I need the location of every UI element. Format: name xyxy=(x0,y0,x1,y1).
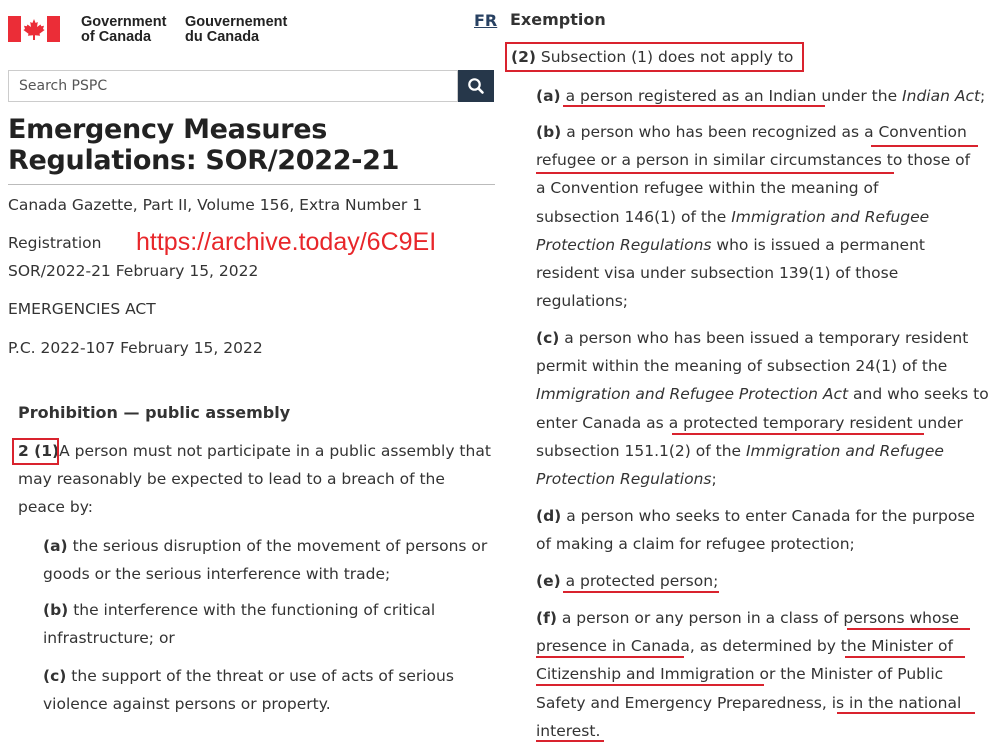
prohibition-item-c xyxy=(43,662,454,718)
item-b-line-2: infrastructure; or xyxy=(43,629,175,648)
item-d-line-2: of making a claim for refugee protection; xyxy=(536,535,855,554)
subsection-number: (2) xyxy=(511,48,536,66)
gazette-reference: Canada Gazette, Part II, Volume 156, Extra Number 1 xyxy=(8,196,423,214)
prohibition-paragraph xyxy=(18,437,491,522)
item-b-line-4: subsection 146(1) of the Immigration and Refugee xyxy=(536,207,930,226)
item-b-line-1: (b) the interference with the functioning of critical xyxy=(43,601,436,619)
item-b-line-5: Protection Regulations who is issued a permanent xyxy=(536,235,925,254)
search-button[interactable] xyxy=(458,70,494,102)
prohibition-line-1: 2 (1)A person must not participate in a public assembly that xyxy=(18,442,491,460)
exemption-item-d xyxy=(536,502,975,558)
item-c-line-4: enter Canada as a protected temporary resident under xyxy=(536,413,963,432)
search-icon xyxy=(458,70,494,102)
search-input[interactable] xyxy=(8,70,458,102)
exemption-intro-highlight-box xyxy=(505,42,804,72)
item-c-line-2: permit within the meaning of subsection 24(1) of the xyxy=(536,357,948,376)
section-number-highlight-box xyxy=(12,438,59,465)
sor-date: SOR/2022-21 February 15, 2022 xyxy=(8,262,259,280)
item-c-line-2: violence against persons or property. xyxy=(43,695,331,714)
item-a-line-2: goods or the serious interference with trade; xyxy=(43,565,391,584)
page-title-line2: Regulations: SOR/2022-21 xyxy=(8,145,400,176)
item-c-line-5: subsection 151.1(2) of the Immigration and Refugee xyxy=(536,441,944,460)
underline-interest xyxy=(536,740,604,742)
item-b-line-3: a Convention refugee within the meaning of xyxy=(536,179,879,198)
registration-label: Registration xyxy=(8,234,102,252)
exemption-item-f xyxy=(536,604,961,745)
exemption-heading: Exemption xyxy=(510,10,606,29)
underline-registered-indian xyxy=(563,105,825,107)
page-title-line1: Emergency Measures xyxy=(8,114,328,145)
underline-convention xyxy=(871,145,978,147)
underline-the-minister-of xyxy=(845,656,965,658)
underline-similar-circumstances xyxy=(536,172,894,174)
item-f-line-2: presence in Canada, as determined by the Minister of xyxy=(536,637,953,656)
archive-url: https://archive.today/6C9EI xyxy=(136,228,437,256)
wordmark-en-line2: of Canada xyxy=(81,29,152,45)
underline-citizenship-immigration xyxy=(536,684,764,686)
language-toggle-link[interactable]: FR xyxy=(474,11,498,30)
title-divider xyxy=(8,184,495,185)
wordmark-fr-line1: Gouvernement xyxy=(185,14,288,30)
section-number: 2 (1) xyxy=(18,442,60,460)
page-title xyxy=(8,114,399,176)
item-f-line-1: (f) a person or any person in a class of persons whose xyxy=(536,609,960,627)
item-b-line-2: refugee or a person in similar circumstances to those of xyxy=(536,151,971,170)
gouvernement-du-canada-wordmark[interactable] xyxy=(185,15,287,45)
item-c-line-1: (c) a person who has been issued a temporary resident xyxy=(536,329,969,347)
prohibition-line-2: may reasonably be expected to lead to a breach of the xyxy=(18,470,445,489)
exemption-item-e: (e) a protected person; xyxy=(536,572,719,590)
exemption-item-a: (a) a person registered as an Indian under the Indian Act; xyxy=(536,87,986,105)
item-b-line-7: regulations; xyxy=(536,292,629,311)
canada-flag-icon xyxy=(8,16,60,42)
exemption-intro: (2) Subsection (1) does not apply to xyxy=(511,48,794,66)
underline-protected-person xyxy=(563,591,719,593)
underline-presence-in-canada xyxy=(536,656,684,658)
item-d-line-1: (d) a person who seeks to enter Canada for the purpose xyxy=(536,507,975,525)
exemption-item-c xyxy=(536,324,989,493)
government-of-canada-wordmark[interactable] xyxy=(81,15,166,45)
underline-persons-whose xyxy=(847,628,970,630)
item-b-line-6: resident visa under subsection 139(1) of those xyxy=(536,264,899,283)
exemption-item-b xyxy=(536,118,970,315)
item-b-line-1: (b) a person who has been recognized as a Convention xyxy=(536,123,967,141)
underline-national-interest xyxy=(837,712,975,714)
pc-number: P.C. 2022-107 February 15, 2022 xyxy=(8,339,263,357)
item-f-line-4: Safety and Emergency Preparedness, is in the national xyxy=(536,693,962,712)
prohibition-item-a xyxy=(43,532,487,588)
item-c-line-1: (c) the support of the threat or use of acts of serious xyxy=(43,667,454,685)
prohibition-item-b xyxy=(43,596,435,652)
item-f-line-3: Citizenship and Immigration or the Minister of Public xyxy=(536,665,944,684)
act-name: EMERGENCIES ACT xyxy=(8,300,156,318)
item-a-line-1: (a) the serious disruption of the movement of persons or xyxy=(43,537,488,555)
item-c-line-6: Protection Regulations; xyxy=(536,470,717,489)
prohibition-line-3: peace by: xyxy=(18,498,93,517)
prohibition-heading: Prohibition — public assembly xyxy=(18,403,291,422)
wordmark-fr-line2: du Canada xyxy=(185,29,260,45)
item-c-line-3: Immigration and Refugee Protection Act and who seeks to xyxy=(536,385,989,404)
underline-protected-temporary-resident xyxy=(672,433,924,435)
wordmark-en-line1: Government xyxy=(81,14,167,30)
item-f-line-5: interest. xyxy=(536,721,601,740)
